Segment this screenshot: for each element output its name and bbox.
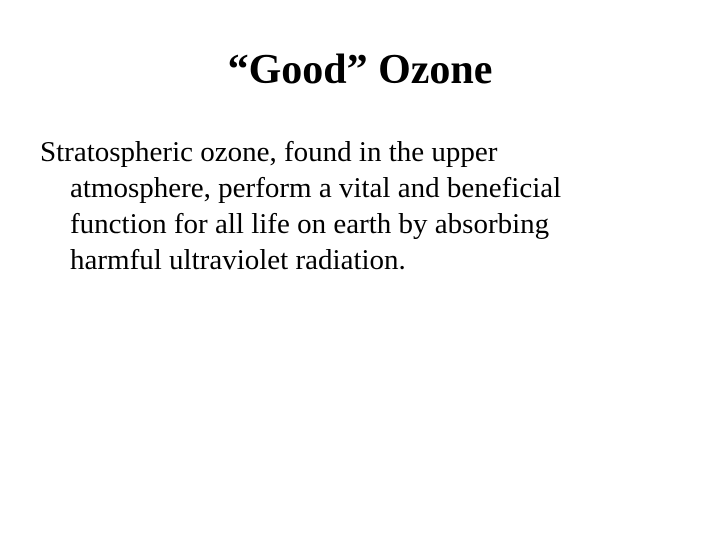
bullet-text: Stratospheric ozone, found in the upper atmosphere, perform a vital and beneficial function for all life on earth by absorbing harmful ultraviolet radiation.: [40, 136, 562, 276]
slide-body: [40, 134, 640, 278]
slide-title: “Good” Ozone: [227, 47, 493, 93]
